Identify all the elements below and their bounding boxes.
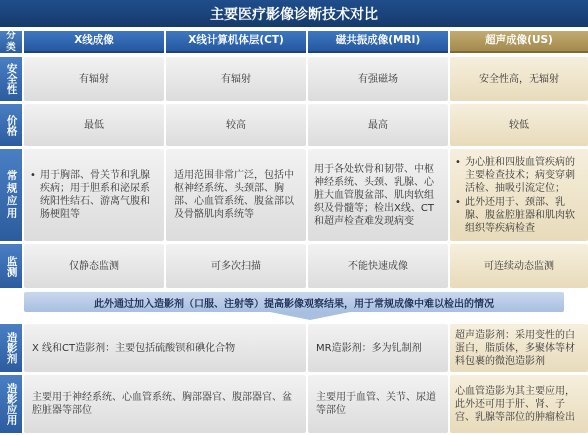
col-header-mri: 磁共振成像(MRI) [308,31,448,53]
row-header-monitor: 监测 [0,244,22,288]
col-header-xray: X线成像 [24,31,164,53]
application-xray-item: • 用于胸部、骨关节和乳腺疾病；用于胆系和泌尿系统阳性结石、游离气腹和肠梗阻等 [30,169,158,221]
contrast-application-xct: 主要用于神经系统、心血管系统、胸部器官、腹部器官、盆腔脏器等部位 [24,375,306,433]
monitor-xray: 仅静态监测 [24,244,164,288]
monitor-ct: 可多次扫描 [166,244,306,288]
arrow-down-icon [270,312,350,320]
price-mri: 最高 [308,104,448,146]
page-title: 主要医疗影像诊断技术对比 [0,0,588,27]
application-mri: 用于各处软骨和韧带、中枢神经系统、头颈、乳腺、心脏大血管腹盆部、肌肉软组织及骨髓等；检出X线、CT和超声检查难发现病变 [308,149,448,241]
col-header-us: 超声成像(US) [450,31,588,53]
safety-us: 安全性高，无辐射 [450,57,588,101]
col-header-category: 分类 [0,31,22,53]
safety-ct: 有辐射 [166,57,306,101]
contrast-agent-mri: MR造影剂：多为钆制剂 [308,324,448,372]
row-header-safety: 安全性 [0,57,22,101]
application-us-item-2: • 此外还用于、颈部、乳腺、腹盆腔脏器和肌肉软组织等疾病检查 [455,196,583,235]
application-us [450,149,588,241]
safety-mri: 有强磁场 [308,57,448,101]
row-header-price: 价格 [0,104,22,146]
contrast-banner: 此外通过加入造影剂（口服、注射等）提高影像观察结果，用于常规成像中难以检出的情况 [24,292,564,312]
application-us-item-1: • 为心脏和四肢血管疾病的主要检查技术；病变穿刺活检、抽吸引流定位； [455,156,583,195]
application-xray [24,149,164,241]
row-header-contrast-agent: 造影剂 [0,324,22,372]
application-ct: 适用范围非常广泛，包括中枢神经系统、头颈部、胸部、心血管系统、腹盆部以及骨骼肌肉系统等 [166,149,306,241]
monitor-mri: 不能快速成像 [308,244,448,288]
price-us: 较低 [450,104,588,146]
price-xray: 最低 [24,104,164,146]
row-header-contrast-application: 造影应用 [0,375,22,433]
contrast-agent-us: 超声造影剂：采用变性的白蛋白，脂质体，多聚体等材料包裹的微泡造影剂 [450,324,588,372]
monitor-us: 可连续动态监测 [450,244,588,288]
price-ct: 较高 [166,104,306,146]
contrast-agent-xct: X 线和CT造影剂：主要包括硫酸钡和碘化合物 [24,324,306,372]
contrast-application-mri: 主要用于血管、关节、尿道等部位 [308,375,448,433]
row-header-application: 常规应用 [0,149,22,241]
col-header-ct: X线计算机体层(CT) [166,31,306,53]
contrast-application-us: 心血管造影为其主要应用，此外还可用于肝、肾、子宫、乳腺等部位的肿瘤检出 [450,375,588,433]
safety-xray: 有辐射 [24,57,164,101]
